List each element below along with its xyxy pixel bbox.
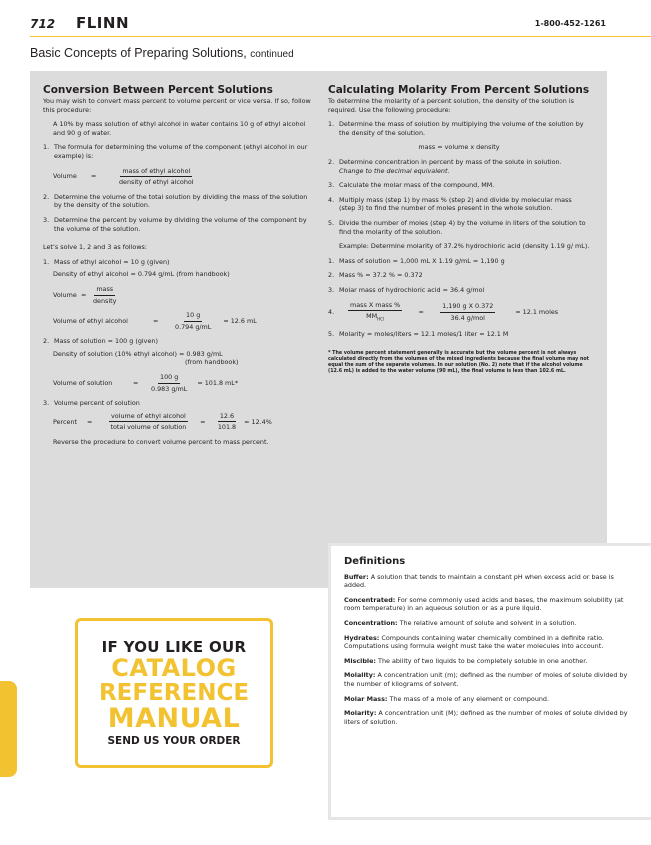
definition-term: Molality:: [344, 671, 376, 680]
solve-2: 2. Mass of solution = 100 g (given): [43, 337, 311, 346]
fraction: [348, 301, 402, 324]
reverse-note: Reverse the procedure to convert volume percent to mass percent.: [53, 438, 269, 447]
equals: =: [133, 378, 139, 387]
solve-3: 3. Volume percent of solution: [43, 399, 311, 408]
step-text: Divide the number of moles (step 4) by the volume in liters of the solution to find the molarity of the solution.: [339, 218, 586, 236]
promo-line-3: REFERENCE: [98, 680, 250, 706]
solve-text: Mass of solution = 100 g (given): [54, 337, 158, 346]
equals: =: [200, 417, 206, 426]
denominator: $MM_{HCl}$: [366, 312, 385, 322]
example-paragraph: A 10% by mass solution of ethyl alcohol in water contains 10 g of ethyl alcohol and 90 g of water.: [53, 120, 306, 137]
step-text: Multiply mass (step 1) by mass % (step 2) and divide by molecular mass (step 3) to find the number of moles present in the whole solution.: [339, 195, 572, 213]
step-3: 3. Determine the percent by volume by dividing the volume of the component by the volume of the solution.: [43, 216, 311, 233]
handbook-note: (from handbook): [185, 358, 239, 367]
definition-text: Compounds containing water chemically combined in a definite ratio. Computations using formula weight must take the water molecules into account.: [344, 633, 604, 651]
formula-label: Volume: [53, 172, 77, 181]
fraction: [151, 373, 187, 393]
definition-item: [344, 695, 636, 704]
denominator: total volume of solution: [110, 423, 187, 432]
step-2: 2. Determine concentration in percent by mass of the solute in solution. Change to the decimal equivalent.: [328, 157, 562, 175]
formula-label: Volume: [53, 290, 77, 299]
footnote: * The volume percent statement generally is accurate but the volume percent is not always calculated directly from the volumes of the mixed ingredients because the final volume may not equal the sum of the separate volumes. In our solution (No. 2) note that if the alcohol volume (12.6 mL) is added to the water volume (90 mL), the final volume is less than 102.6 mL.: [328, 350, 589, 375]
example-4: 4. $\frac{\text{mass X mass \%}}{MM_{HCl}}$ = $\frac{\text{1,190 g X 0.372}}{\text{36.4 g/mol}}$ = 12.1 moles: [328, 301, 590, 324]
definition-item: [344, 596, 636, 613]
denominator: 36.4 g/mol: [450, 313, 485, 322]
definition-text: The ability of two liquids to be completely soluble in one another.: [378, 656, 588, 665]
equals: =: [81, 290, 87, 299]
promo-line-2: CATALOG: [111, 654, 237, 682]
definition-text: A solution that tends to maintain a constant pH when excess acid or base is added.: [344, 572, 614, 590]
step-1: 1. The formula for determining the volume of the component (ethyl alcohol in our example) is:: [43, 143, 311, 160]
denominator: 0.794 g/mL: [175, 322, 212, 331]
numerator: 1,190 g X 0.372: [440, 302, 495, 313]
brand-logo: FLINN: [76, 14, 129, 32]
numerator: mass of ethyl alcohol: [120, 167, 192, 178]
density-ethyl: Density of ethyl alcohol = 0.794 g/mL (from handbook): [53, 270, 230, 279]
calc-result: = 12.4%: [244, 417, 272, 426]
volume-mass-density: [43, 285, 311, 305]
solve-text: Volume percent of solution: [54, 399, 140, 408]
example-5: 5. Molarity = moles/liters = 12.1 moles/1 liter = 12.1 M: [328, 330, 590, 339]
definition-term: Miscible:: [344, 656, 376, 665]
example-3: 3. Molar mass of hydrochloric acid = 36.4 g/mol: [328, 286, 590, 295]
step-1: 1. Determine the mass of solution by multiplying the volume of the solution by the density of the solution.: [328, 120, 590, 137]
volume-ethyl-calc: [43, 311, 311, 331]
volume-solution-calc: [43, 373, 311, 393]
numerator: volume of ethyl alcohol: [109, 412, 188, 423]
example-text: Molarity = moles/liters = 12.1 moles/1 liter = 12.1 M: [339, 329, 509, 338]
denominator-subscript: HCl: [377, 316, 385, 322]
solve-text: Mass of ethyl alcohol = 10 g (given): [54, 257, 170, 266]
definition-text: The mass of a mole of any element or compound.: [389, 694, 550, 703]
definition-term: Molar Mass:: [344, 694, 388, 703]
equals: =: [87, 417, 93, 426]
numerator: 10 g: [184, 311, 202, 322]
page-subtitle: [30, 46, 294, 60]
density-solution: Density of solution (10% ethyl alcohol) = 0.983 g/mL: [53, 349, 223, 358]
section-title: Conversion Between Percent Solutions: [43, 84, 273, 96]
subtitle-continued: continued: [250, 49, 294, 60]
step-5: 5. Divide the number of moles (step 4) by the volume in liters of the solution to find the molarity of the solution.: [328, 219, 590, 236]
step-note: Change to the decimal equivalent.: [339, 166, 450, 175]
step-text: Determine concentration in percent by mass of the solute in solution.: [339, 157, 562, 166]
definitions-title: Definitions: [344, 556, 406, 567]
header-divider: [30, 36, 651, 37]
definition-term: Concentrated:: [344, 595, 396, 604]
phone-number: 1-800-452-1261: [534, 19, 606, 28]
numerator: mass: [94, 285, 115, 296]
promo-line-1: IF YOU LIKE OUR: [101, 638, 247, 656]
calc-result: = 12.6 mL: [223, 316, 257, 325]
definition-text: For some commonly used acids and bases, the maximum solubility (at room temperature) in an aqueous solution or as a pure liquid.: [344, 595, 624, 613]
example-text: Molar mass of hydrochloric acid = 36.4 g/mol: [339, 285, 485, 294]
promo-line-4: MANUAL: [107, 703, 241, 734]
calc-result: = 101.8 mL*: [197, 378, 239, 387]
equals: =: [153, 316, 159, 325]
section-title: Calculating Molarity From Percent Solutions: [328, 84, 590, 96]
definition-item: [344, 573, 636, 590]
definition-item: [344, 657, 636, 666]
equals: =: [418, 307, 424, 316]
step-2: 2. Determine the volume of the total solution by dividing the mass of the solution by the density of the solution.: [43, 193, 311, 210]
fraction: [175, 311, 211, 331]
denominator: density of ethyl alcohol: [119, 178, 194, 187]
fraction: [109, 412, 188, 432]
lets-solve: Let’s solve 1, 2 and 3 as follows:: [43, 243, 148, 252]
definition-item: [344, 709, 636, 726]
section-tab: [0, 681, 17, 777]
definition-term: Hydrates:: [344, 633, 380, 642]
volume-formula: [43, 167, 311, 187]
example-2: 2. Mass % = 37.2 % = 0.372: [328, 271, 590, 280]
numerator: 100 g: [158, 373, 180, 384]
solve-1: 1. Mass of ethyl alcohol = 10 g (given): [43, 258, 311, 267]
calc-label: Volume of solution: [53, 378, 113, 387]
fraction: [218, 412, 236, 432]
molarity-section: [328, 84, 590, 375]
definition-item: [344, 634, 636, 651]
step-text: Determine the mass of solution by multiplying the volume of the solution by the density of the solution.: [339, 120, 584, 137]
definition-item: [344, 619, 636, 628]
definitions-list: [344, 573, 636, 727]
definition-text: A concentration unit (M); defined as the number of moles of solute divided by liters of solution.: [344, 709, 628, 726]
denominator: 0.983 g/mL: [151, 384, 188, 393]
percent-conversion-section: [43, 84, 311, 453]
step-text: Calculate the molar mass of the compound, MM.: [339, 181, 495, 190]
promo-line-5: SEND US YOUR ORDER: [107, 735, 241, 747]
step-text: The formula for determining the volume of the component (ethyl alcohol in our example) is:: [54, 143, 308, 160]
definition-text: A concentration unit (m); defined as the number of moles of solute divided by the number of kilograms of solvent.: [344, 671, 628, 688]
definition-term: Molarity:: [344, 709, 377, 718]
page-number: 712: [30, 17, 56, 31]
step-text: Determine the volume of the total solution by dividing the mass of the solution by the density of the solution.: [54, 192, 308, 210]
fraction: [119, 167, 194, 187]
equals: =: [91, 172, 97, 181]
mass-formula: mass = volume x density: [418, 143, 500, 152]
percent-calc: [43, 412, 311, 432]
definition-text: The relative amount of solute and solvent in a solution.: [399, 618, 577, 627]
example-text: Mass % = 37.2 % = 0.372: [339, 271, 423, 280]
calc-label: Percent: [53, 417, 78, 426]
denominator: density: [93, 296, 117, 305]
step-text: Determine the percent by volume by dividing the volume of the component by the volume of the solution.: [54, 215, 307, 233]
subtitle-main: Basic Concepts of Preparing Solutions,: [30, 46, 247, 60]
catalog-promo: [75, 618, 273, 768]
example-text: Mass of solution = 1,000 mL X 1.19 g/mL = 1,190 g: [339, 256, 505, 265]
intro-paragraph: You may wish to convert mass percent to volume percent or vice versa. If so, follow this procedure:: [43, 97, 311, 114]
step-3: 3. Calculate the molar mass of the compound, MM.: [328, 181, 590, 190]
example-paragraph: Example: Determine molarity of 37.2% hydrochloric acid (density 1.19 g/ mL).: [339, 242, 590, 251]
calc-result: = 12.1 moles: [515, 307, 559, 316]
calc-label: Volume of ethyl alcohol: [53, 316, 128, 325]
definition-term: Concentration:: [344, 618, 398, 627]
numerator: 12.6: [218, 412, 236, 423]
example-1: 1. Mass of solution = 1,000 mL X 1.19 g/mL = 1,190 g: [328, 257, 590, 266]
step-4: 4. Multiply mass (step 1) by mass % (step 2) and divide by molecular mass (step 3) to find the number of moles present in the whole solution.: [328, 196, 590, 213]
numerator: mass X mass %: [348, 301, 402, 312]
fraction: [93, 285, 116, 305]
definitions-box: [328, 543, 651, 820]
denominator: 101.8: [217, 423, 237, 432]
intro-paragraph: To determine the molarity of a percent solution, the density of the solution is required. Use the following procedure:: [328, 97, 574, 114]
definition-item: [344, 671, 636, 688]
definitions-content: [344, 558, 636, 732]
definition-term: Buffer:: [344, 572, 369, 581]
fraction: [440, 302, 495, 322]
